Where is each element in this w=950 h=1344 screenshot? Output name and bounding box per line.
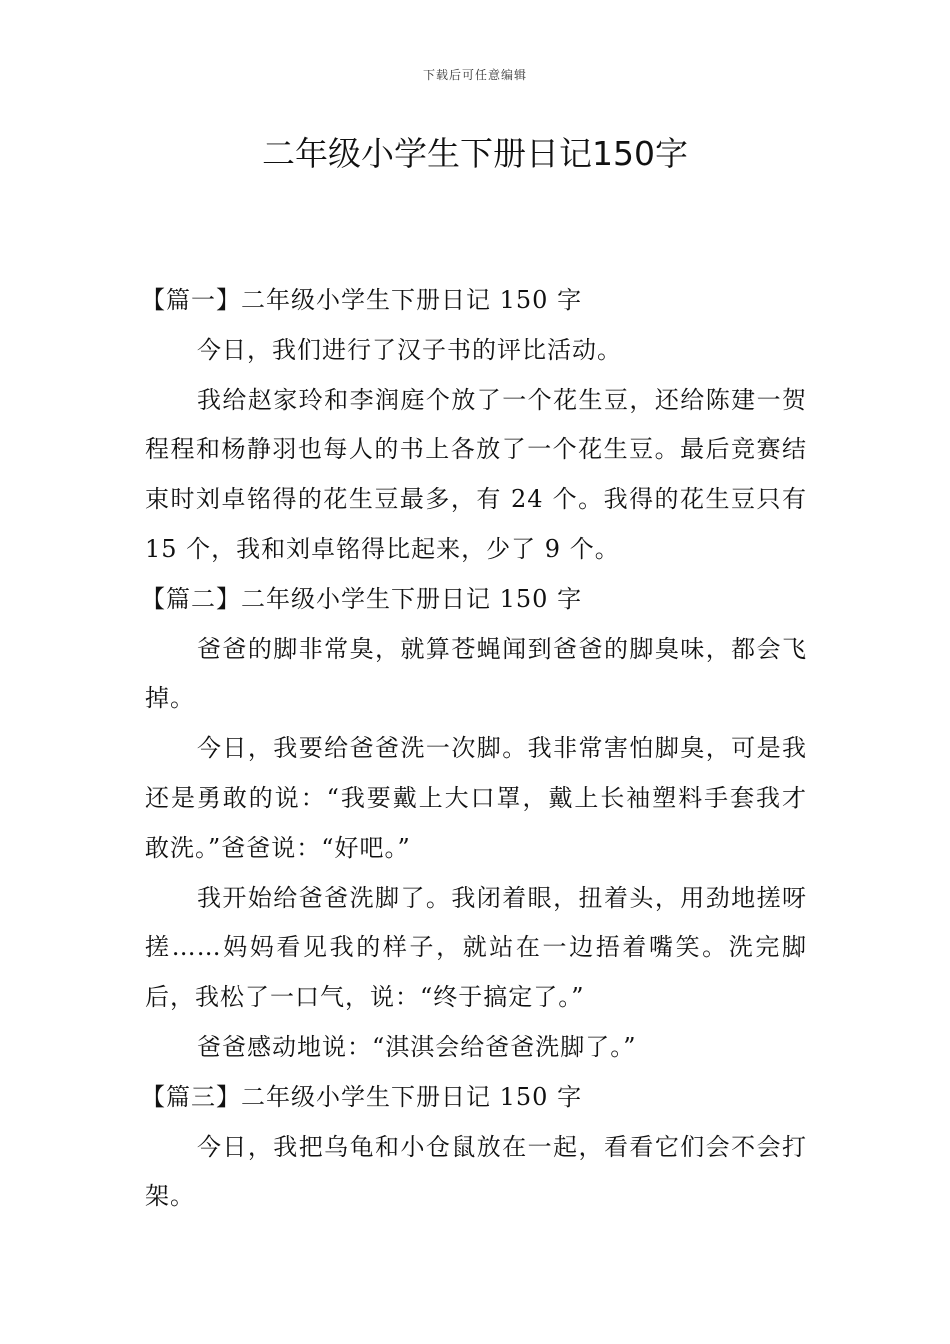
paragraph: 爸爸的脚非常臭，就算苍蝇闻到爸爸的脚臭味，都会飞掉。 <box>145 634 807 713</box>
section-heading: 【篇三】二年级小学生下册日记 150 字 <box>141 1082 583 1111</box>
header-note: 下载后可任意编辑 <box>422 68 527 82</box>
paragraph: 爸爸感动地说：“淇淇会给爸爸洗脚了。” <box>197 1032 637 1061</box>
document-title: 二年级小学生下册日记150字 <box>262 134 688 173</box>
section-heading: 【篇一】二年级小学生下册日记 150 字 <box>141 286 583 314</box>
section-heading: 【篇二】二年级小学生下册日记 150 字 <box>141 584 583 613</box>
paragraph: 今日，我把乌龟和小仓鼠放在一起，看看它们会不会打架。 <box>145 1132 807 1211</box>
document-body <box>141 276 807 1222</box>
paragraph: 今日，我要给爸爸洗一次脚。我非常害怕脚臭，可是我还是勇敢的说：“我要戴上大口罩，戴上长袖塑料手套我才敢洗。”爸爸说：“好吧。” <box>145 734 807 862</box>
paragraph: 今日，我们进行了汉子书的评比活动。 <box>197 335 622 364</box>
paragraph: 我开始给爸爸洗脚了。我闭着眼，扭着头，用劲地搓呀搓……妈妈看见我的样子，就站在一边捂着嘴笑。洗完脚后，我松了一口气，说：“终于搞定了。” <box>145 883 807 1012</box>
paragraph: 我给赵家玲和李润庭个放了一个花生豆，还给陈建一贺程程和杨静羽也每人的书上各放了一个花生豆。最后竞赛结束时刘卓铭得的花生豆最多，有 24 个。我得的花生豆只有 15 个，我和刘卓铭得比起来，少了 9 个。 <box>145 385 807 563</box>
